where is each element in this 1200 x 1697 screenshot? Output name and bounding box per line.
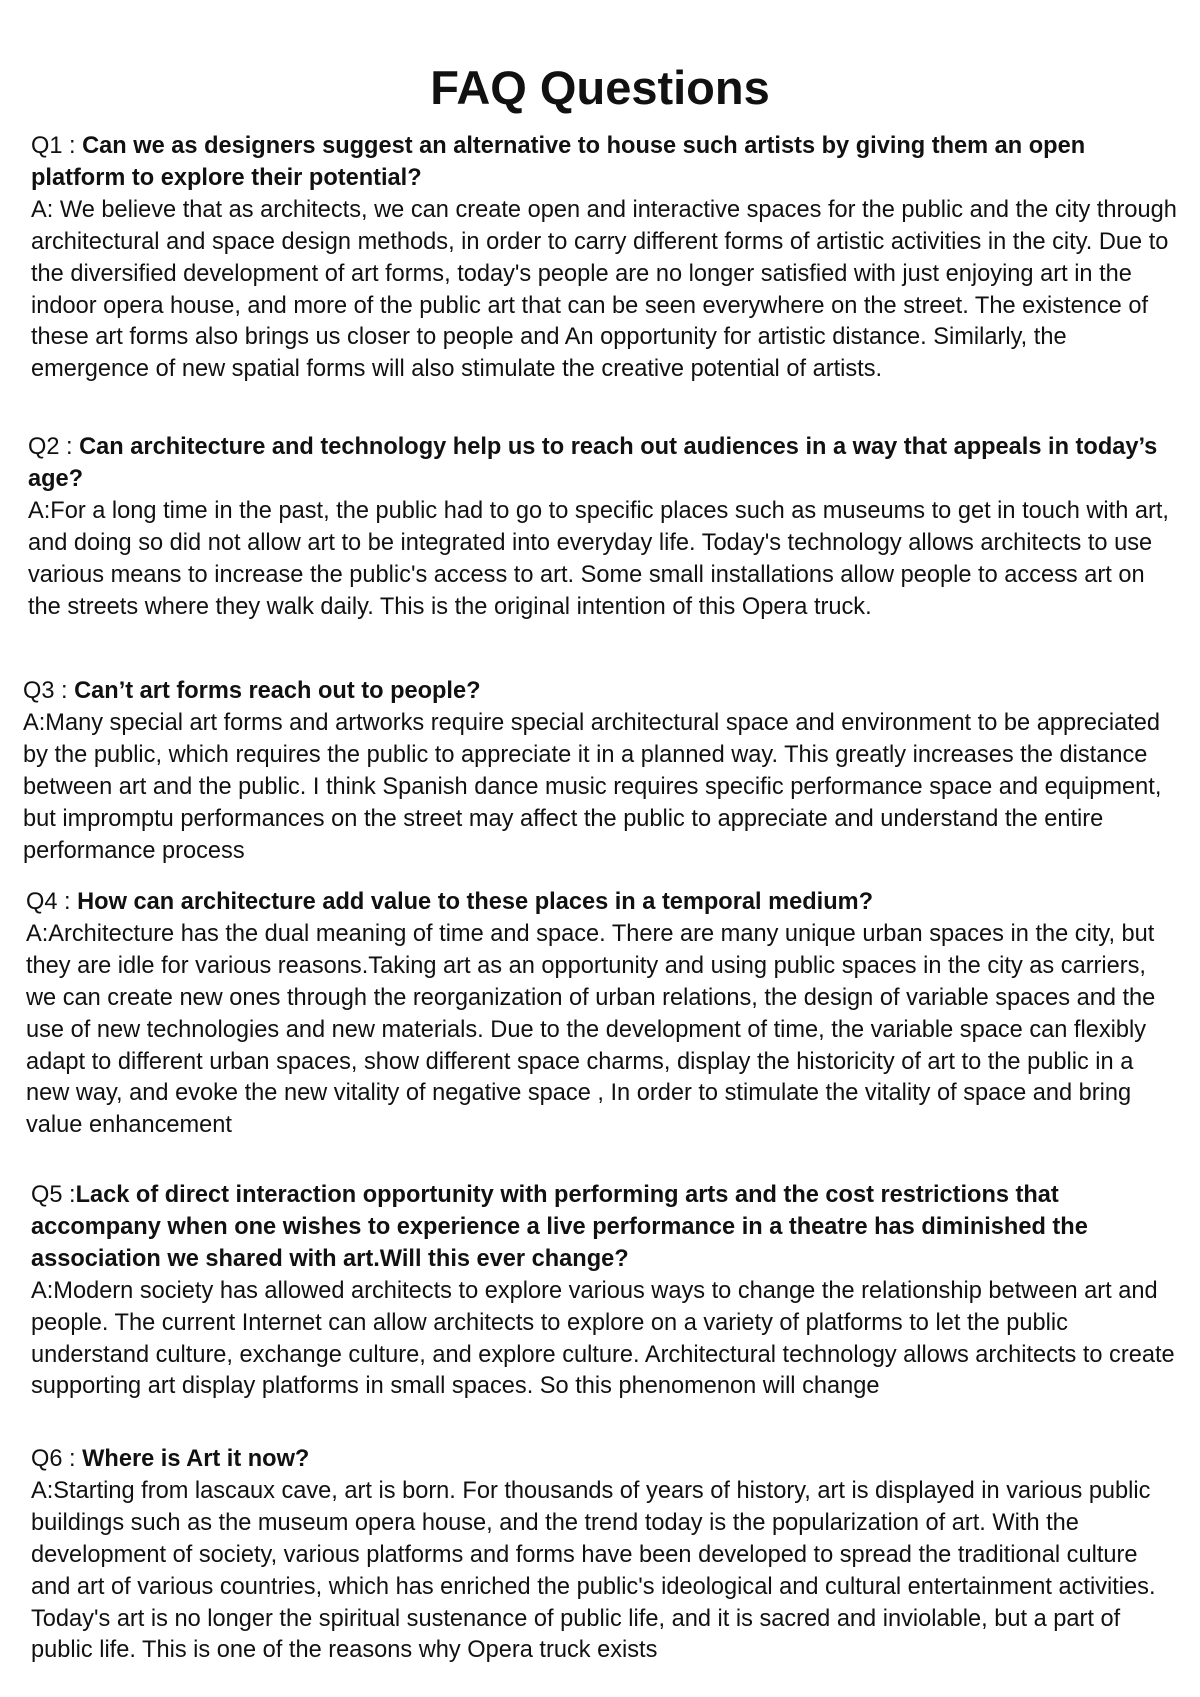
question-label: Q6 :	[31, 1446, 83, 1472]
question-text: Can we as designers suggest an alternative to house such artists by giving them an open platform to explore their potential?	[31, 133, 1086, 191]
question-text: Where is Art it now?	[82, 1446, 310, 1472]
question-text: How can architecture add value to these places in a temporal medium?	[77, 889, 874, 915]
question-label: Q4 :	[26, 889, 78, 915]
faq-item-4	[26, 887, 1181, 1142]
faq-item-1	[31, 131, 1181, 386]
faq-question	[23, 676, 1183, 708]
faq-item-5	[31, 1180, 1181, 1403]
question-label: Q3 :	[23, 678, 75, 704]
faq-question	[31, 131, 1181, 195]
question-label: Q5 :	[31, 1182, 76, 1208]
question-label: Q2 :	[28, 434, 80, 460]
faq-answer: A:Starting from lascaux cave, art is born. For thousands of years of history, art is displayed in various public buildings such as the museum opera house, and the trend today is the popularization of art. With the development of society, various platforms and forms have been developed to spread the traditional culture and art of various countries, which has enriched the public's ideological and cultural entertainment activities. Today's art is no longer the spiritual sustenance of public life, and it is sacred and inviolable, but a part of public life. This is one of the reasons why Opera truck exists	[31, 1477, 1156, 1664]
faq-item-2	[28, 432, 1178, 623]
faq-item-6	[31, 1444, 1181, 1667]
faq-answer: A: We believe that as architects, we can create open and interactive spaces for the public and the city through architectural and space design methods, in order to carry different forms of artistic activities in the city. Due to the diversified development of art forms, today's people are no longer satisfied with just enjoying art in the indoor opera house, and more of the public art that can be seen everywhere on the street. The existence of these art forms also brings us closer to people and An opportunity for artistic distance. Similarly, the emergence of new spatial forms will also stimulate the creative potential of artists.	[31, 196, 1177, 383]
faq-question	[28, 432, 1178, 496]
faq-answer: A:For a long time in the past, the public had to go to specific places such as museums to get in touch with art, and doing so did not allow art to be integrated into everyday life. Today's technology allows architects to use various means to increase the public's access to art. Some small installations allow people to access art on the streets where they walk daily. This is the original intention of this Opera truck.	[28, 497, 1169, 620]
faq-answer: A:Modern society has allowed architects to explore various ways to change the relationship between art and people. The current Internet can allow architects to explore on a variety of platforms to let the public understand culture, exchange culture, and explore culture. Architectural technology allows architects to create supporting art display platforms in small spaces. So this phenomenon will change	[31, 1277, 1175, 1400]
faq-question	[26, 887, 1181, 919]
faq-question	[31, 1444, 1181, 1476]
faq-item-3	[23, 676, 1183, 867]
faq-answer: A:Architecture has the dual meaning of time and space. There are many unique urban spaces in the city, but they are idle for various reasons.Taking art as an opportunity and using public spaces in the city as carriers, we can create new ones through the reorganization of urban relations, the design of variable spaces and the use of new technologies and new materials. Due to the development of time, the variable space can flexibly adapt to different urban spaces, show different space charms, display the historicity of art to the public in a new way, and evoke the new vitality of negative space , In order to stimulate the vitality of space and bring value enhancement	[26, 920, 1156, 1139]
faq-question	[31, 1180, 1181, 1276]
faq-answer: A:Many special art forms and artworks require special architectural space and environment to be appreciated by the public, which requires the public to appreciate it in a planned way. This greatly increases the distance between art and the public. I think Spanish dance music requires specific performance space and equipment, but impromptu performances on the street may affect the public to appreciate and understand the entire performance process	[23, 709, 1162, 864]
question-text: Can’t art forms reach out to people?	[74, 678, 481, 704]
question-label: Q1 :	[31, 133, 83, 159]
page-title: FAQ Questions	[430, 61, 770, 114]
question-text: Lack of direct interaction opportunity with performing arts and the cost restrictions that accompany when one wishes to experience a live performance in a theatre has diminished the association we shared with art.Will this ever change?	[31, 1182, 1088, 1272]
question-text: Can architecture and technology help us to reach out audiences in a way that appeals in today’s age?	[28, 434, 1158, 492]
